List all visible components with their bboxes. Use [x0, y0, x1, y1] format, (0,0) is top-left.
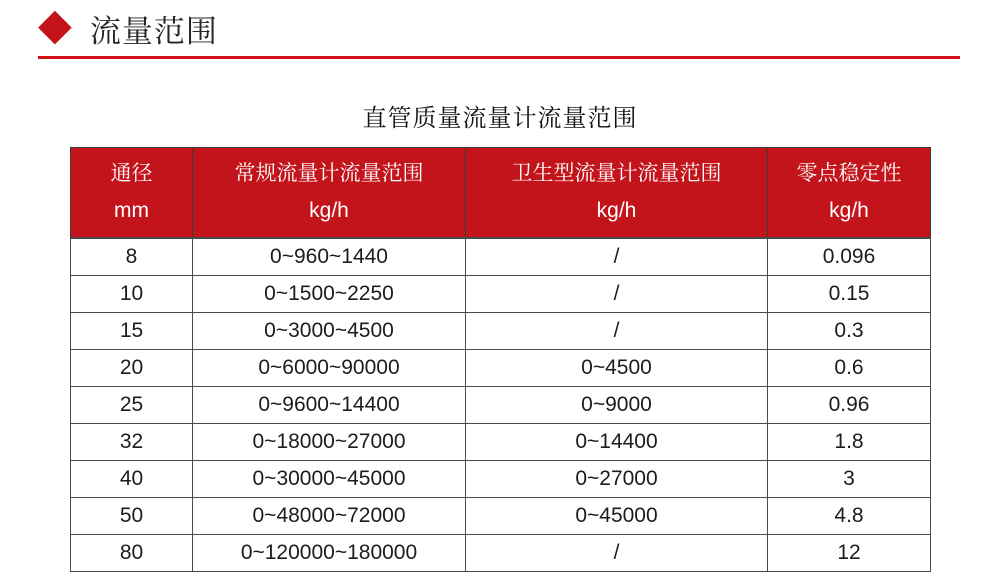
table-cell: 0~9000 [466, 387, 768, 424]
table-cell: 32 [71, 424, 193, 461]
table-cell: 0~14400 [466, 424, 768, 461]
table-cell: 25 [71, 387, 193, 424]
table-cell: 0~120000~180000 [193, 535, 466, 572]
header-cell-line1: 通径 [110, 162, 153, 185]
table-cell: / [466, 313, 768, 350]
table-row [71, 424, 931, 461]
table-cell: 0~6000~90000 [193, 350, 466, 387]
table-cell: 10 [71, 276, 193, 313]
header-cell [466, 148, 768, 239]
table-row [71, 350, 931, 387]
table-body [71, 238, 931, 572]
table-title: 直管质量流量计流量范围 [362, 105, 638, 132]
header-cell-line1: 零点稳定性 [796, 162, 902, 185]
table-row [71, 461, 931, 498]
table-cell: 12 [768, 535, 931, 572]
table-cell: 8 [71, 238, 193, 276]
table-cell: / [466, 535, 768, 572]
table-cell: 0~1500~2250 [193, 276, 466, 313]
table-cell: 20 [71, 350, 193, 387]
table-cell: 15 [71, 313, 193, 350]
table-row [71, 498, 931, 535]
table-cell: 0~960~1440 [193, 238, 466, 276]
table-row [71, 276, 931, 313]
table-cell: 0~18000~27000 [193, 424, 466, 461]
table-cell: 0.96 [768, 387, 931, 424]
table-row [71, 387, 931, 424]
header-cell [71, 148, 193, 239]
table-cell: 0~9600~14400 [193, 387, 466, 424]
table-cell: 0~3000~4500 [193, 313, 466, 350]
table-cell: 3 [768, 461, 931, 498]
table-cell: / [466, 276, 768, 313]
table-cell: 1.8 [768, 424, 931, 461]
table-cell: 0~4500 [466, 350, 768, 387]
header-cell [193, 148, 466, 239]
table-cell: 0.3 [768, 313, 931, 350]
header-cell-line2: kg/h [829, 199, 869, 222]
header-cell-line2: kg/h [309, 199, 349, 222]
diamond-icon: ◆ [38, 0, 72, 49]
table-cell: 40 [71, 461, 193, 498]
table-cell: 50 [71, 498, 193, 535]
table-cell: 0.15 [768, 276, 931, 313]
table-header-row [71, 148, 931, 239]
table-row [71, 313, 931, 350]
table-cell: 0~30000~45000 [193, 461, 466, 498]
section-underline [38, 56, 960, 59]
table-cell: 4.8 [768, 498, 931, 535]
flow-range-table [70, 147, 931, 572]
table-row [71, 238, 931, 276]
header-cell [768, 148, 931, 239]
section-title: 流量范围 [89, 13, 218, 49]
header-cell-line2: mm [114, 199, 149, 222]
table-cell: 0.6 [768, 350, 931, 387]
header-cell-line2: kg/h [596, 199, 637, 222]
table-row [71, 535, 931, 572]
table-cell: 0~27000 [466, 461, 768, 498]
section-header [38, 0, 218, 56]
header-cell-line1: 常规流量计流量范围 [234, 162, 424, 185]
table-cell: 0~48000~72000 [193, 498, 466, 535]
table-cell: 80 [71, 535, 193, 572]
table-cell: / [466, 238, 768, 276]
table-cell: 0~45000 [466, 498, 768, 535]
table-cell: 0.096 [768, 238, 931, 276]
header-cell-line1: 卫生型流量计流量范围 [511, 162, 722, 185]
